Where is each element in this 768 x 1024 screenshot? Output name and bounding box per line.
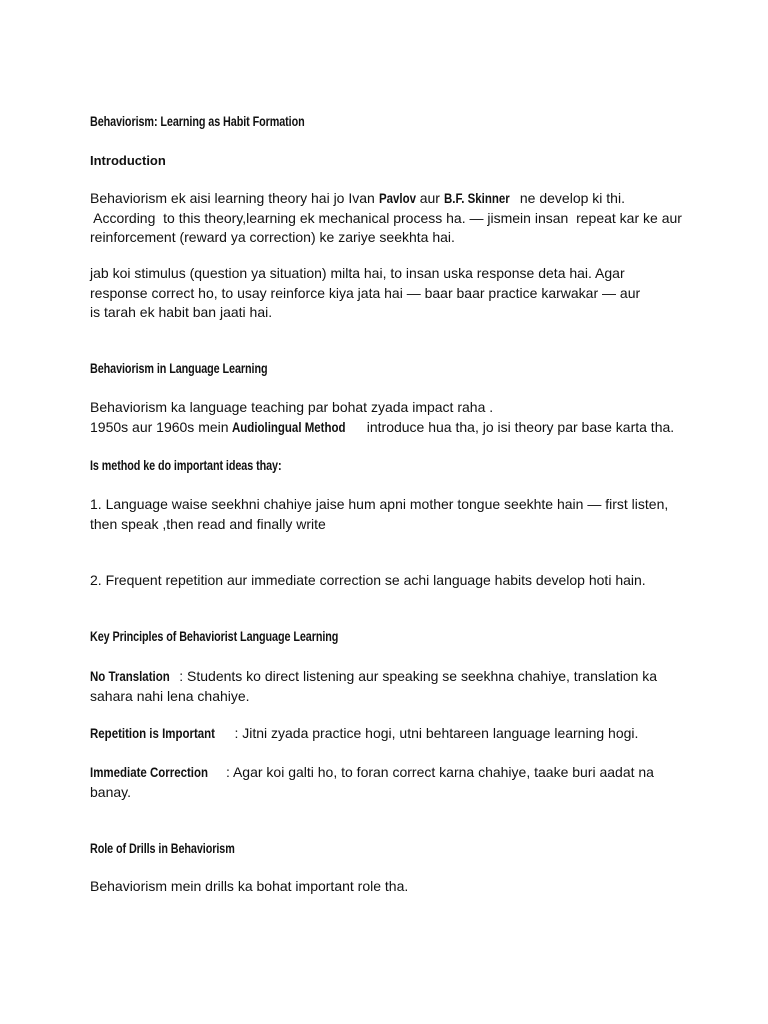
intro-text-c: aur: [415, 190, 444, 206]
principles-heading: [90, 627, 690, 647]
intro-text-line3: reinforcement (reward ya correction) ke zariye seekhta hai.: [90, 229, 455, 245]
principles-heading-text: Key Principles of Behaviorist Language Learning: [90, 629, 339, 644]
idea-1: 1. Language waise seekhni chahiye jaise hum apni mother tongue seekhte hain — first listen, then speak ,then read and finally write: [90, 496, 669, 532]
language-text-c: introduce hua tha, jo isi theory par base karta tha.: [362, 418, 675, 435]
audiolingual-bold: Audiolingual Method: [232, 418, 346, 435]
introduction-heading: [90, 151, 690, 171]
intro-text-line2: According to this theory,learning ek mechanical process ha. — jismein insan repeat kar ke aur: [90, 209, 682, 226]
principle-term: No Translation: [90, 668, 170, 684]
principle-no-translation: [90, 667, 660, 706]
document-title: [90, 112, 690, 132]
title-text: Behaviorism: Learning as Habit Formation: [90, 114, 305, 129]
principle-correction: [90, 763, 660, 802]
principle-text: : Agar koi galti ho, to foran correct karna chahiye, taake buri aadat na banay.: [90, 764, 654, 800]
skinner-bold: B.F. Skinner: [443, 190, 510, 206]
introduction-heading-text: Introduction: [90, 153, 166, 168]
ideas-heading-text: Is method ke do important ideas thay:: [90, 458, 282, 473]
language-learning-heading-text: Behaviorism in Language Learning: [90, 361, 268, 376]
intro-paragraph-2: jab koi stimulus (question ya situation) milta hai, to insan uska response deta hai. Agar response correct ho, to usay reinforce kiya jata hai — baar baar practice karwakar — aur is tarah ek habit ban jaati hai.: [90, 265, 641, 320]
principle-repetition: [90, 724, 690, 744]
ideas-heading: [90, 456, 690, 476]
language-text-line1: Behaviorism ka language teaching par bohat zyada impact raha .: [90, 399, 494, 415]
intro-paragraph-1: [90, 189, 690, 248]
drills-heading: [90, 839, 690, 859]
pavlov-bold: Pavlov: [378, 190, 416, 206]
principle-term: Immediate Correction: [90, 764, 209, 780]
drills-heading-text: Role of Drills in Behaviorism: [90, 841, 235, 856]
intro-text-d: ne develop ki thi.: [516, 190, 625, 206]
intro-text-a: Behaviorism ek aisi learning theory hai jo Ivan: [90, 190, 379, 206]
principle-text: : Jitni zyada practice hogi, utni behtareen language learning hogi.: [234, 725, 639, 741]
idea-2: 2. Frequent repetition aur immediate correction se achi language habits develop hoti hain.: [90, 572, 646, 588]
principle-text: : Students ko direct listening aur speaking se seekhna chahiye, translation ka sahara nahi lena chahiye.: [90, 668, 658, 704]
language-learning-heading: [90, 359, 690, 379]
language-paragraph: [90, 398, 690, 437]
principle-term: Repetition is Important: [90, 725, 216, 741]
drills-paragraph: Behaviorism mein drills ka bohat important role tha.: [90, 878, 409, 894]
language-text-a: 1950s aur 1960s mein: [90, 418, 233, 435]
